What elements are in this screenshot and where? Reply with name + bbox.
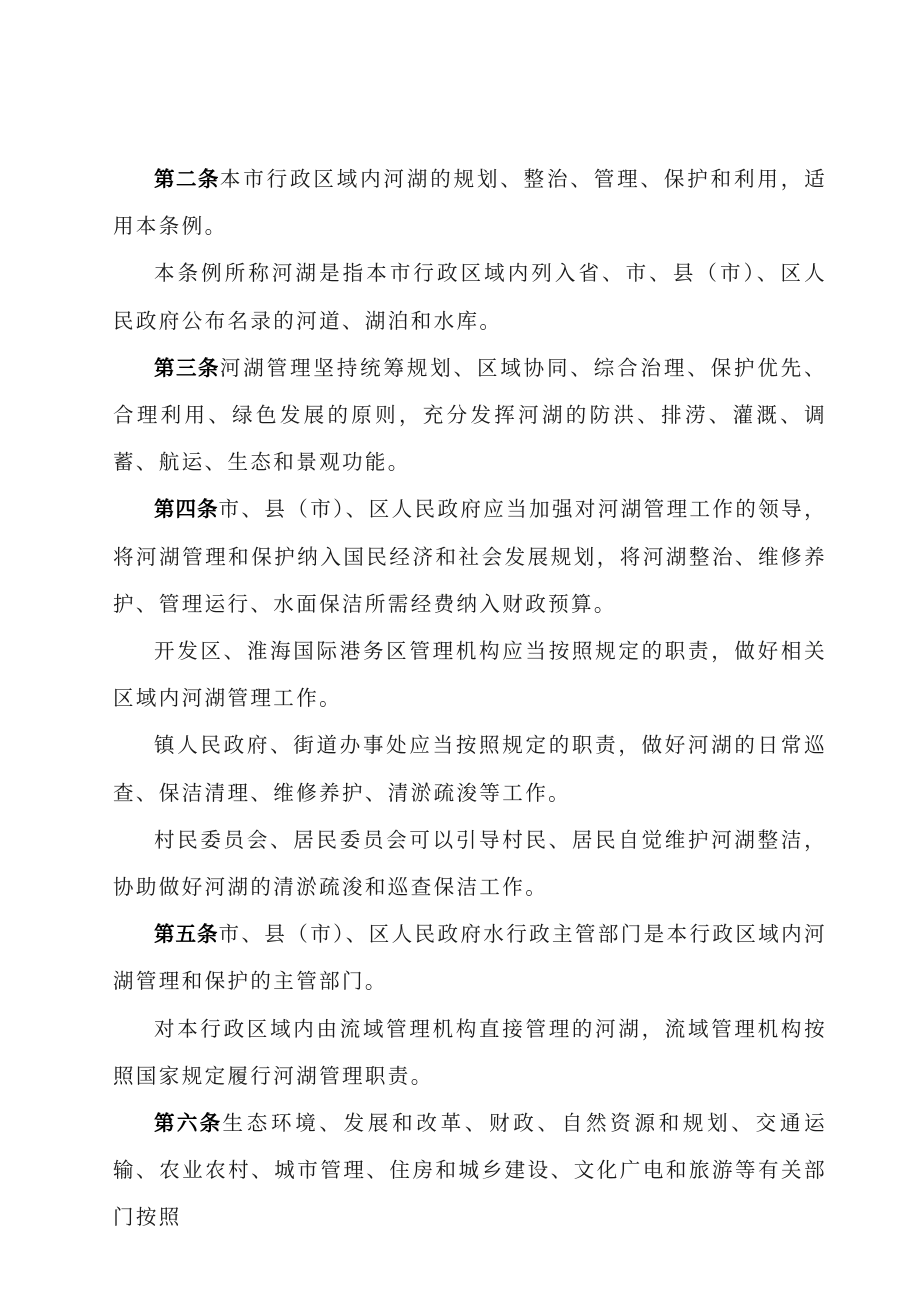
paragraph-text: 对本行政区域内由流域管理机构直接管理的河湖，流域管理机构按照国家规定履行河湖管理职责。 [113, 1016, 827, 1088]
paragraph-text: 镇人民政府、街道办事处应当按照规定的职责，做好河湖的日常巡查、保洁清理、维修养护、清淤疏浚等工作。 [113, 733, 827, 805]
paragraph-text: 市、县（市）、区人民政府水行政主管部门是本行政区域内河湖管理和保护的主管部门。 [113, 922, 827, 994]
article-heading: 第三条 [154, 355, 220, 380]
paragraph-article-5-clause-2 [113, 1006, 827, 1100]
paragraph-text: 本条例所称河湖是指本市行政区域内列入省、市、县（市）、区人民政府公布名录的河道、湖泊和水库。 [113, 261, 827, 333]
paragraph-article-4-clause-2 [113, 628, 827, 722]
paragraph-text: 河湖管理坚持统筹规划、区域协同、综合治理、保护优先、合理利用、绿色发展的原则，充分发挥河湖的防洪、排涝、灌溉、调蓄、航运、生态和景观功能。 [113, 355, 827, 475]
article-heading: 第六条 [154, 1111, 223, 1136]
paragraph-article-4-clause-4 [113, 817, 827, 911]
paragraph-text: 本市行政区域内河湖的规划、整治、管理、保护和利用，适用本条例。 [113, 167, 827, 239]
paragraph-article-2 [113, 156, 827, 250]
paragraph-text: 生态环境、发展和改革、财政、自然资源和规划、交通运输、农业农村、城市管理、住房和城乡建设、文化广电和旅游等有关部门按照 [113, 1111, 827, 1230]
paragraph-article-4-clause-3 [113, 722, 827, 816]
paragraph-article-5 [113, 911, 827, 1005]
paragraph-text: 村民委员会、居民委员会可以引导村民、居民自觉维护河湖整洁，协助做好河湖的清淤疏浚和巡查保洁工作。 [113, 827, 827, 900]
paragraph-text: 开发区、淮海国际港务区管理机构应当按照规定的职责，做好相关区域内河湖管理工作。 [113, 639, 827, 711]
paragraph-text: 市、县（市）、区人民政府应当加强对河湖管理工作的领导，将河湖管理和保护纳入国民经济和社会发展规划，将河湖整治、维修养护、管理运行、水面保洁所需经费纳入财政预算。 [113, 497, 827, 616]
article-heading: 第二条 [154, 167, 220, 191]
paragraph-article-4 [113, 486, 827, 628]
paragraph-article-2-clause-2 [113, 250, 827, 344]
article-heading: 第四条 [154, 497, 219, 522]
article-heading: 第五条 [154, 922, 219, 947]
paragraph-article-3 [113, 345, 827, 487]
document-page [113, 0, 827, 1242]
paragraph-article-6 [113, 1100, 827, 1242]
